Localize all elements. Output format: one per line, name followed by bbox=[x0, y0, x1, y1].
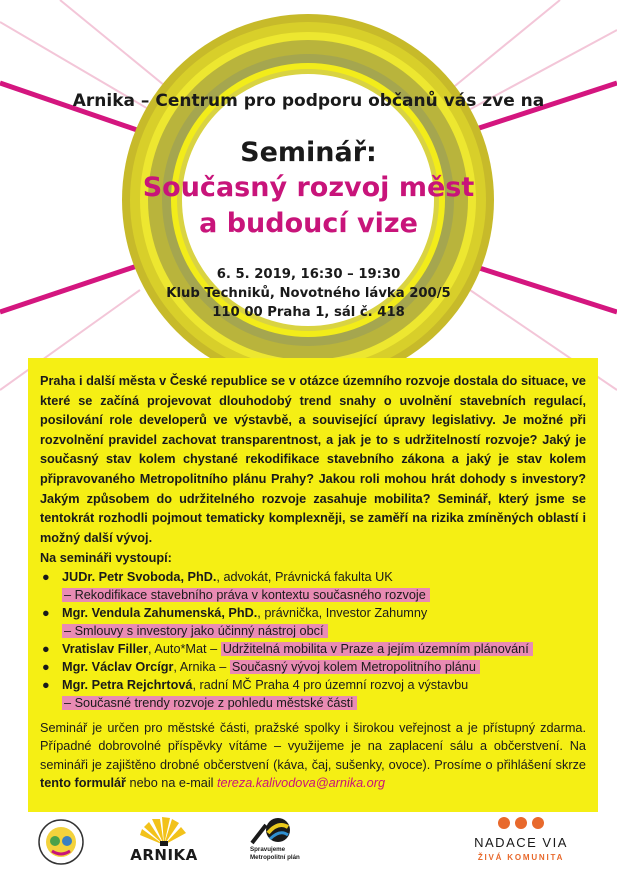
ray-thin-rt1 bbox=[450, 0, 560, 90]
speakers-section bbox=[40, 549, 600, 712]
speaker-item bbox=[40, 640, 600, 658]
speaker-role: , advokát, Právnická fakulta UK bbox=[216, 570, 393, 584]
nadace-via-logo bbox=[466, 816, 576, 868]
speaker-item bbox=[40, 658, 600, 676]
speaker-item bbox=[40, 676, 600, 712]
speaker-topic: – Současné trendy rozvoje z pohledu městské části bbox=[62, 696, 357, 710]
intro-paragraph: Praha i další města v České republice se v otázce územního rozvoje dostala do situace, ve které se začíná projevovat dlouhodobý trend snahy o uvolnění stavebních regulací, posilování role developerů ve výstavbě, a související úpravy legislativy. Je možné při rozvolnění pravidel zachovat transparentnost, a jak je to s udržitelností rozvoje? Jaký je současný stav kolem chystané rekodifikace stavebního zákona a jaký je stav kolem připravovaného Metropolitního plánu Prahy? Jakou roli mohou hrát dohody s investory? Jakým způsobem do udržitelného rozvoje zasahuje mobilita? Seminář, který jsme se tentokrát rozhodli pojmout tematicky komplexněji, se zaměří na rizika zmíněných oblastí i možný další vývoj. bbox=[40, 374, 586, 545]
event-address: 110 00 Praha 1, sál č. 418 bbox=[212, 305, 405, 320]
speaker-role: , Arnika – bbox=[173, 660, 227, 674]
metro-line-1: Spravujeme bbox=[250, 846, 286, 853]
speaker-name: Vratislav Filler bbox=[62, 642, 149, 656]
metropolitan-plan-icon bbox=[238, 815, 312, 847]
event-venue: Klub Techniků, Novotného lávka 200/5 bbox=[166, 286, 451, 301]
speaker-role: , radní MČ Praha 4 pro územní rozvoj a výstavbu bbox=[192, 678, 469, 692]
event-datetime: 6. 5. 2019, 16:30 – 19:30 bbox=[216, 267, 401, 282]
speaker-item bbox=[40, 568, 600, 604]
via-tagline: ŽIVÁ KOMUNITA bbox=[477, 853, 565, 862]
arnika-flower-icon bbox=[124, 815, 204, 847]
footer-paragraph bbox=[40, 719, 586, 792]
footer-text-1: Seminář je určen pro městské části, pražské spolky i širokou veřejnost a je přístupný zdarma. Případné dobrovolné příspěvky vítáme – využijeme je na zaplacení sálu a občerstvení. Na semináři je zajištěno drobné občerstvení (káva, čaj, sušenky, ovoce). Prosíme o přihlášení skrze bbox=[40, 721, 586, 772]
title-line-2: a budoucí vize bbox=[199, 208, 418, 239]
invite-heading: Arnika – Centrum pro podporu občanů vás zve na bbox=[72, 91, 545, 111]
bullet-icon: ● bbox=[42, 642, 50, 656]
speakers-heading: Na semináři vystoupí: bbox=[40, 551, 172, 565]
bullet-icon: ● bbox=[42, 606, 50, 620]
event-details bbox=[0, 265, 617, 322]
arnika-logo bbox=[124, 815, 204, 867]
footer-text-2: nebo na e-mail bbox=[126, 775, 217, 790]
speaker-role: , Auto*Mat – bbox=[148, 642, 218, 656]
seminar-title bbox=[0, 136, 617, 242]
speaker-topic: Současný vývoj kolem Metropolitního plánu bbox=[230, 660, 480, 674]
metropolitan-plan-logo bbox=[238, 815, 312, 869]
arnika-wordmark: ARNIKA bbox=[130, 846, 198, 864]
speaker-item bbox=[40, 604, 600, 640]
metropolitan-plan-text bbox=[250, 846, 312, 861]
speaker-name: Mgr. Václav Orcígr bbox=[62, 660, 174, 674]
bullet-icon: ● bbox=[42, 660, 50, 674]
speaker-topic: Udržitelná mobilita v Praze a jejím územním plánování bbox=[221, 642, 533, 656]
speaker-topic: – Smlouvy s investory jako účinný nástroj obcí bbox=[62, 624, 328, 638]
partner-circle-icon bbox=[30, 817, 92, 867]
speaker-name: Mgr. Petra Rejchrtová bbox=[62, 678, 193, 692]
registration-form-link[interactable]: tento formulář bbox=[40, 775, 126, 790]
speaker-topic: – Rekodifikace stavebního práva v kontextu současného rozvoje bbox=[62, 588, 430, 602]
metro-line-2: Metropolitní plán bbox=[250, 853, 300, 861]
via-dots-icon bbox=[466, 816, 576, 832]
bullet-icon: ● bbox=[42, 678, 50, 692]
partner-circle-logo bbox=[30, 817, 92, 867]
via-wordmark: NADACE VIA bbox=[474, 835, 568, 850]
bullet-icon: ● bbox=[42, 570, 50, 584]
speaker-role: , právnička, Investor Zahumny bbox=[257, 606, 428, 620]
ray-thin-lt1 bbox=[60, 0, 170, 90]
title-kicker: Seminář: bbox=[240, 137, 377, 168]
contact-email-link[interactable]: tereza.kalivodova@arnika.org bbox=[216, 775, 386, 790]
speaker-name: JUDr. Petr Svoboda, PhD. bbox=[62, 570, 217, 584]
speaker-name: Mgr. Vendula Zahumenská, PhD. bbox=[62, 606, 258, 620]
title-line-1: Současný rozvoj měst bbox=[142, 172, 475, 203]
